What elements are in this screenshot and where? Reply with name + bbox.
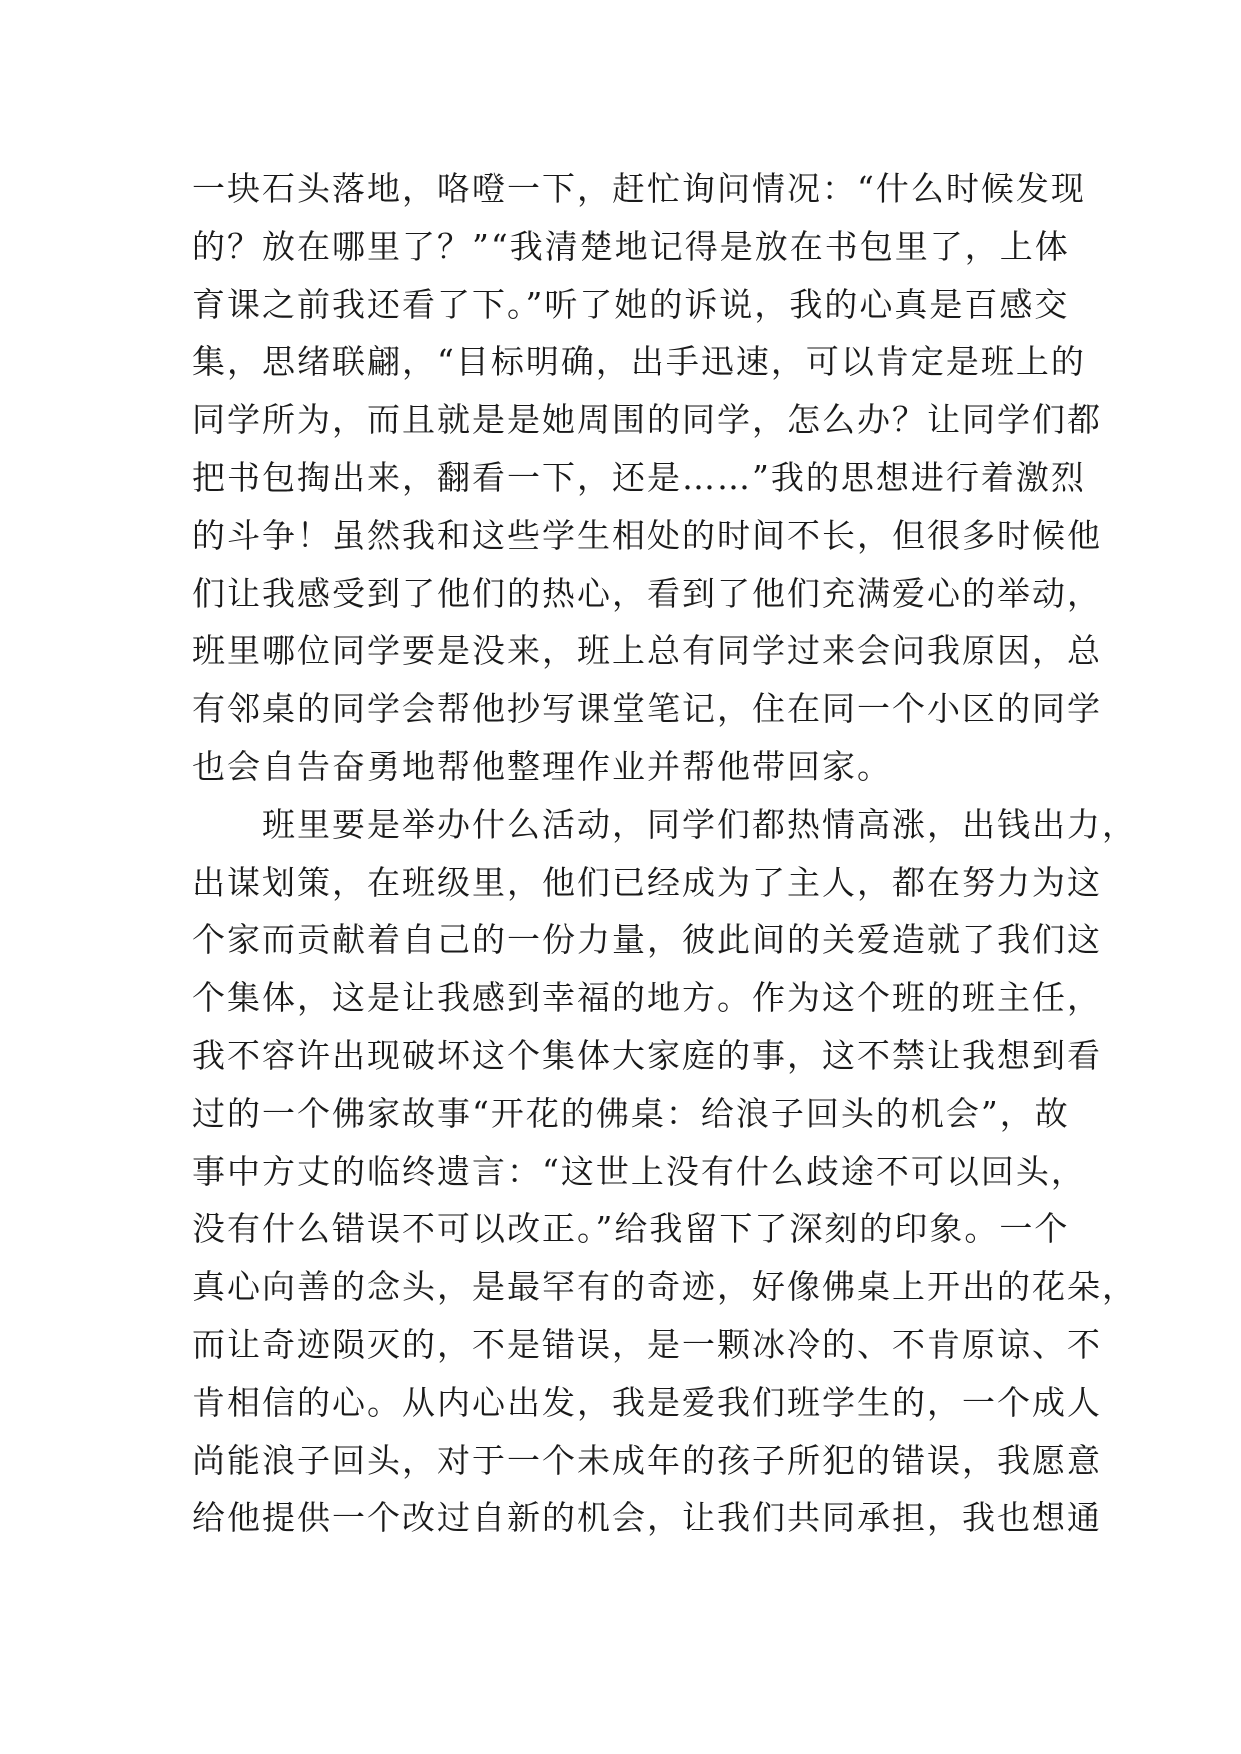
text-line: 没有什么错误不可以改正。”给我留下了深刻的印象。一个 <box>192 1209 1070 1249</box>
text-line: 们让我感受到了他们的热心，看到了他们充满爱心的举动， <box>192 573 1102 613</box>
text-line: 班里哪位同学要是没来，班上总有同学过来会问我原因，总 <box>192 631 1102 671</box>
text-line: 过的一个佛家故事“开花的佛桌：给浪子回头的机会”，故 <box>192 1093 1070 1133</box>
body-text <box>192 160 1137 1547</box>
text-line: 班里要是举办什么活动，同学们都热情高涨，出钱出力， <box>192 804 1137 844</box>
text-line: 集，思绪联翩，“目标明确，出手迅速，可以肯定是班上的 <box>192 342 1086 382</box>
text-line: 尚能浪子回头，对于一个未成年的孩子所犯的错误，我愿意 <box>192 1440 1102 1480</box>
text-line: 同学所为，而且就是是她周围的同学，怎么办？让同学们都 <box>192 400 1102 440</box>
text-line: 把书包掏出来，翻看一下，还是……”我的思想进行着激烈 <box>192 457 1086 497</box>
text-line: 肯相信的心。从内心出发，我是爱我们班学生的，一个成人 <box>192 1382 1102 1422</box>
text-line: 事中方丈的临终遗言：“这世上没有什么歧途不可以回头， <box>192 1151 1086 1191</box>
text-line: 一块石头落地，咯噔一下，赶忙询问情况：“什么时候发现 <box>192 169 1086 208</box>
text-line: 个集体，这是让我感到幸福的地方。作为这个班的班主任， <box>192 978 1102 1018</box>
text-line: 个家而贡献着自己的一份力量，彼此间的关爱造就了我们这 <box>192 920 1102 960</box>
text-line: 育课之前我还看了下。”听了她的诉说，我的心真是百感交 <box>192 284 1070 324</box>
text-line: 的？放在哪里了？”“我清楚地记得是放在书包里了，上体 <box>192 226 1070 266</box>
text-line: 而让奇迹陨灭的，不是错误，是一颗冰冷的、不肯原谅、不 <box>192 1324 1102 1364</box>
text-line: 给他提供一个改过自新的机会，让我们共同承担，我也想通 <box>192 1498 1102 1538</box>
text-line: 我不容许出现破坏这个集体大家庭的事，这不禁让我想到看 <box>192 1035 1102 1075</box>
text-line: 出谋划策，在班级里，他们已经成为了主人，都在努力为这 <box>192 862 1102 902</box>
text-line: 的斗争！虽然我和这些学生相处的时间不长，但很多时候他 <box>192 515 1102 555</box>
text-line: 也会自告奋勇地帮他整理作业并帮他带回家。 <box>192 746 892 786</box>
text-line: 有邻桌的同学会帮他抄写课堂笔记，住在同一个小区的同学 <box>192 689 1102 729</box>
text-line: 真心向善的念头，是最罕有的奇迹，好像佛桌上开出的花朵， <box>192 1267 1137 1307</box>
